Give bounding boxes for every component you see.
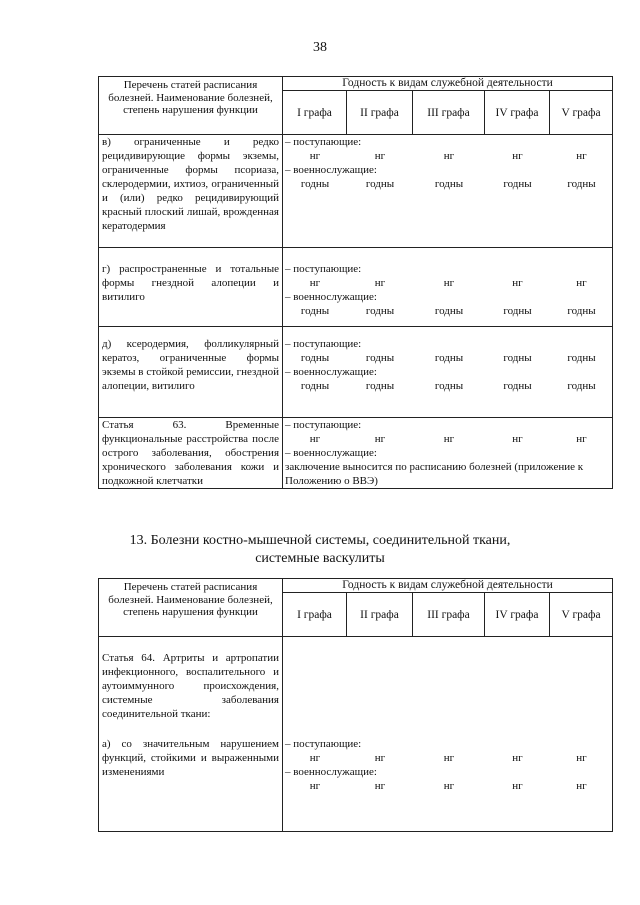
servicemen-label: – военнослужащие: <box>285 766 377 778</box>
header-column-4: IV графа <box>485 593 550 637</box>
section-title <box>0 532 640 568</box>
disease-description: д) ксеродермия, фолликулярный кератоз, ограниченные формы экземы в стойкой ремиссии, гнездной алопеции, витилиго <box>99 327 283 418</box>
header-column-5: V графа <box>550 593 613 637</box>
header-column-3: III графа <box>413 593 485 637</box>
servicemen-values: годны годны годны годны годны <box>300 305 596 317</box>
header-column-3: III графа <box>413 91 485 135</box>
section-title-line-1: 13. Болезни костно-мышечной системы, соединительной ткани, <box>129 533 511 548</box>
servicemen-values: годны годны годны годны годны <box>300 380 596 392</box>
table-row <box>99 135 613 248</box>
disease-description: г) распространенные и тотальные формы гнездной алопеции и витилиго <box>99 248 283 327</box>
header-column-1: I графа <box>283 593 347 637</box>
fitness-values <box>283 637 613 832</box>
header-column-2: II графа <box>347 91 413 135</box>
applicants-label: – поступающие: <box>285 263 362 275</box>
table-row <box>99 248 613 327</box>
applicants-label: – поступающие: <box>285 338 362 350</box>
fitness-values <box>283 418 613 489</box>
header-column-1: I графа <box>283 91 347 135</box>
servicemen-label: – военнослужащие: <box>285 164 377 176</box>
article-description <box>99 637 283 832</box>
applicants-values: нг нг нг нг нг <box>309 433 587 445</box>
servicemen-values: нг нг нг нг нг <box>309 780 587 792</box>
applicants-values: нг нг нг нг нг <box>309 752 587 764</box>
page-number: 38 <box>313 40 327 55</box>
header-diseases-list: Перечень статей расписания болезней. Наименование болезней, степень нарушения функции <box>99 579 283 637</box>
table-row <box>99 637 613 832</box>
header-diseases-list: Перечень статей расписания болезней. Наименование болезней, степень нарушения функции <box>99 77 283 135</box>
applicants-values: нг нг нг нг нг <box>309 150 587 162</box>
applicants-label: – поступающие: <box>285 419 362 431</box>
applicants-label: – поступающие: <box>285 136 362 148</box>
conclusion-note: заключение выносится по расписанию болезней (приложение к Положению о ВВЭ) <box>285 461 584 487</box>
fitness-table-1 <box>98 76 613 489</box>
servicemen-values: годны годны годны годны годны <box>300 178 596 190</box>
fitness-table-2 <box>98 578 613 832</box>
fitness-values <box>283 248 613 327</box>
subitem-a-text: а) со значительным нарушением функций, стойкими и выраженными изменениями <box>102 738 279 778</box>
header-fitness: Годность к видам служебной деятельности <box>283 579 613 593</box>
header-column-5: V графа <box>550 91 613 135</box>
fitness-values <box>283 135 613 248</box>
applicants-values: годны годны годны годны годны <box>300 352 596 364</box>
article-64-text: Статья 64. Артриты и артропатии инфекционного, воспалительного и аутоиммунного происхождения, системные заболевания соединительной ткани: <box>102 652 279 720</box>
applicants-label: – поступающие: <box>285 738 362 750</box>
header-column-2: II графа <box>347 593 413 637</box>
disease-description: в) ограниченные и редко рецидивирующие формы экземы, ограниченные формы псориаза, склеродермии, ихтиоз, ограниченный и (или) редко рецидивирующий красный плоский лишай, врожденная кератодермия <box>99 135 283 248</box>
table-row <box>99 418 613 489</box>
header-fitness: Годность к видам служебной деятельности <box>283 77 613 91</box>
servicemen-label: – военнослужащие: <box>285 447 377 459</box>
servicemen-label: – военнослужащие: <box>285 291 377 303</box>
fitness-values <box>283 327 613 418</box>
section-title-line-2: системные васкулиты <box>255 551 385 566</box>
header-column-4: IV графа <box>485 91 550 135</box>
servicemen-label: – военнослужащие: <box>285 366 377 378</box>
article-description: Статья 63. Временные функциональные расстройства после острого заболевания, обострения хронического заболевания кожи и подкожной клетчатки <box>99 418 283 489</box>
table-row <box>99 327 613 418</box>
applicants-values: нг нг нг нг нг <box>309 277 587 289</box>
